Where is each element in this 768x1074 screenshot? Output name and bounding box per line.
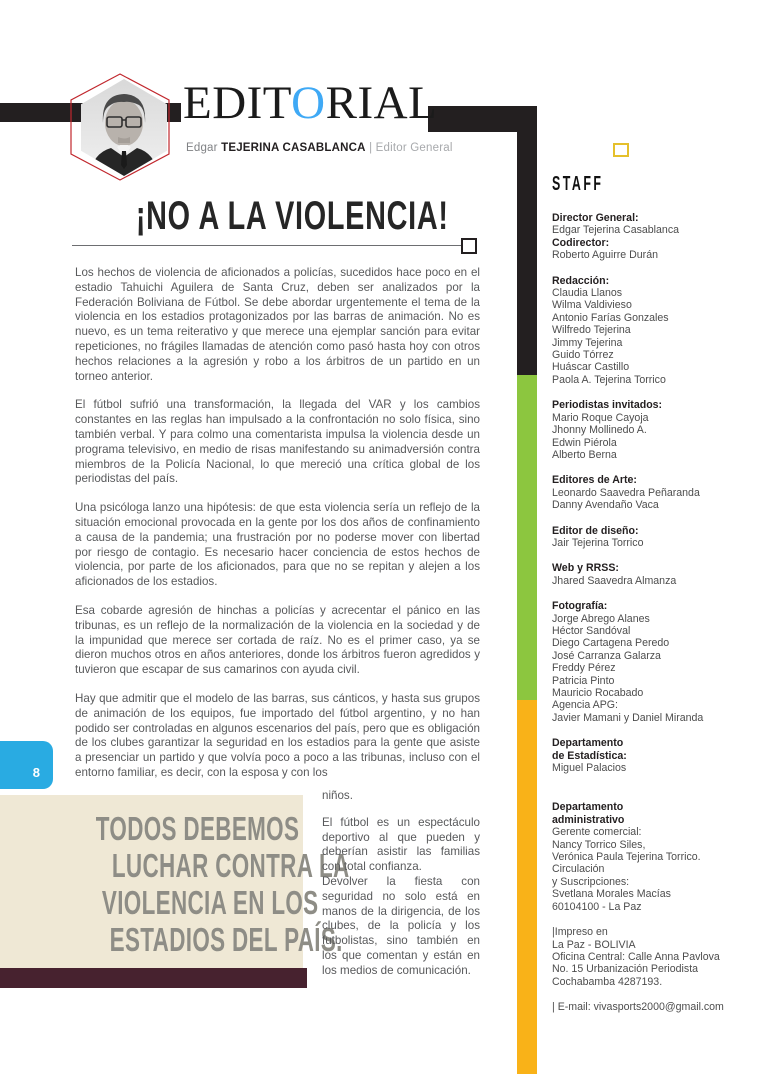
staff-section <box>552 275 757 387</box>
staff-name: Cochabamba 4287193. <box>552 975 663 988</box>
maroon-bar <box>0 968 307 988</box>
paragraph: Los hechos de violencia de aficionados a policías, sucedidos hace poco en el estadio Tahuichi Aguilera de Santa Cruz, deben ser analizados por la Federación Boliviana de Fútbol. Se debe abordar urgentemente el tema de la violencia en los estadios protagonizados por las barras de animación. No es nuevo, es un tema reiterativo y que merece una ejemplar sanción para evitar repeticiones, no frágiles llamadas de atención como pasó hasta hoy con otros hechos relaciones a la agresión y robo a los árbitros de un partido en un torneo anterior. <box>75 266 480 383</box>
staff-name: Verónica Paula Tejerina Torrico. <box>552 851 701 864</box>
title-rule <box>72 245 464 246</box>
pull-quote-box <box>0 795 350 968</box>
pull-quote-text: LUCHAR CONTRA LA <box>111 847 350 884</box>
brand-text-left: EDIT <box>183 77 292 129</box>
paragraph: Esa cobarde agresión de hinchas a policías y acrecentar el pánico en las tribunas, es un reflejo de la normalización de la violencia en la sociedad y de la impunidad que merece ser cortada de raíz. No es el primer caso, ya se dieron muchos otros en años anteriores, donde los árbitros fueron agredidos y tuvieron que escapar de sus camarinos con ayuda civil. <box>75 603 480 677</box>
pull-quote-line <box>0 810 300 847</box>
staff-label: Redacción: <box>552 274 610 287</box>
staff-name: Mauricio Rocabado <box>552 687 644 699</box>
brand-letter-o: O <box>291 77 326 129</box>
page-title <box>75 194 480 239</box>
staff-label: Departamento <box>552 737 624 750</box>
pull-quote-line <box>0 884 319 921</box>
paragraph: El fútbol sufrió una transformación, la llegada del VAR y los cambios constantes en las reglas han impulsado a la confrontación no solo física, sino también verbal. Y para colmo una comentarista impulsa la violencia desde un programa televisivo, en medio de risas manifestando su animadversión contra miembros de la Policía Nacional, lo que mereció una crítica global de los periodistas del país. <box>75 398 480 486</box>
staff-sidebar <box>552 143 757 1027</box>
byline-first-name: Edgar <box>186 142 222 154</box>
staff-name: Wilfredo Tejerina <box>552 324 631 337</box>
paragraph: El fútbol es un espectáculo deportivo al que pueden y deberían asistir las familias con total confianza. <box>322 815 480 874</box>
brand-text-right: RIAL <box>325 77 438 129</box>
staff-label: Departamento <box>552 801 624 814</box>
staff-section <box>552 212 757 262</box>
staff-name: Agencia APG: <box>552 699 618 712</box>
paragraph: niños. <box>322 789 353 802</box>
staff-name: Jorge Abrego Alanes <box>552 612 650 625</box>
page-number-tab <box>0 741 53 789</box>
staff-name: Héctor Sandóval <box>552 624 631 637</box>
side-bar-yellow <box>517 700 537 1074</box>
staff-name: |Impreso en <box>552 926 608 939</box>
staff-name: Jhared Saavedra Almanza <box>552 574 677 587</box>
staff-label: Codirector: <box>552 236 610 249</box>
byline-last-name: TEJERINA CASABLANCA <box>221 142 366 154</box>
staff-name: No. 15 Urbanización Periodista <box>552 963 699 976</box>
staff-sections <box>552 212 757 1014</box>
staff-label: administrativo <box>552 813 625 826</box>
narrow-column <box>322 789 480 979</box>
staff-name: Paola A. Tejerina Torrico <box>552 373 666 386</box>
pull-quote-line <box>0 847 350 884</box>
staff-name: Javier Mamani y Daniel Miranda <box>552 711 704 724</box>
staff-name: José Carranza Galarza <box>552 649 661 662</box>
staff-name: Alberto Berna <box>552 448 617 461</box>
staff-section <box>552 737 757 774</box>
staff-name: Claudia Llanos <box>552 287 623 300</box>
byline <box>186 142 453 154</box>
staff-section <box>552 562 757 587</box>
staff-name: 60104100 - La Paz <box>552 900 642 913</box>
pull-quote-line <box>0 921 343 958</box>
staff-label: Editor de diseño: <box>552 524 639 537</box>
staff-name: Leonardo Saavedra Peñaranda <box>552 486 700 499</box>
pull-quote-text: ESTADIOS DEL PAÍS. <box>109 921 343 958</box>
staff-section <box>552 600 757 724</box>
pull-quote-text: TODOS DEBEMOS <box>95 810 300 847</box>
staff-label: Director General: <box>552 212 639 224</box>
side-bar-black <box>517 106 537 375</box>
staff-section <box>552 399 757 461</box>
staff-name: Guido Tórrez <box>552 349 614 362</box>
staff-section <box>552 1001 757 1013</box>
staff-name: Antonio Farías Gonzales <box>552 311 669 324</box>
staff-name: Nancy Torrico Siles, <box>552 838 646 851</box>
staff-name: Circulación <box>552 863 605 876</box>
staff-label: de Estadística: <box>552 749 627 762</box>
staff-name: Roberto Aguirre Durán <box>552 249 658 262</box>
staff-title-text: STAFF <box>552 173 604 195</box>
staff-name: Mario Roque Cayoja <box>552 411 649 424</box>
pull-quote-text: VIOLENCIA EN LOS <box>101 884 319 921</box>
byline-role: | Editor General <box>365 142 453 154</box>
staff-section <box>552 525 757 550</box>
staff-name: La Paz - BOLIVIA <box>552 938 636 951</box>
rule-end-square <box>461 238 477 254</box>
page-title-text: ¡NO A LA VIOLENCIA! <box>135 194 449 238</box>
paragraph: Hay que admitir que el modelo de las barras, sus cánticos, y hasta sus grupos de animación de los equipos, fue importado del fútbol argentino, y no han podido ser controladas en algunos escenarios del país, pero que es obligación de los clubes garantizar la seguridad en los estadios para la gente que asiste a presenciar un partido y que volvía poco a poco a las tribunas, incluso con el entorno familiar, es decir, con la esposa y con los <box>75 691 480 779</box>
staff-name: Freddy Pérez <box>552 662 616 675</box>
staff-label: Periodistas invitados: <box>552 399 663 412</box>
paragraph: Devolver la fiesta con seguridad no solo está en manos de la dirigencia, de los clubes, de la policía y los futbolistas, sino también en los que comentan y están en los medios de comunicación. <box>322 874 480 977</box>
staff-name: Diego Cartagena Peredo <box>552 637 670 650</box>
staff-name: Jimmy Tejerina <box>552 336 623 349</box>
page-number: 8 <box>32 765 40 780</box>
staff-name: Jair Tejerina Torrico <box>552 536 644 549</box>
body-column <box>75 266 480 795</box>
staff-name: | E-mail: vivasports2000@gmail.com <box>552 1001 724 1014</box>
staff-name: y Suscripciones: <box>552 875 630 888</box>
staff-name: Huáscar Castillo <box>552 361 630 374</box>
staff-name: Patricia Pinto <box>552 674 615 687</box>
staff-name: Edgar Tejerina Casablanca <box>552 224 680 237</box>
staff-name: Gerente comercial: <box>552 826 642 839</box>
staff-section <box>552 926 757 988</box>
staff-name: Svetlana Morales Macías <box>552 888 671 901</box>
side-bar-green <box>517 375 537 700</box>
staff-label: Editores de Arte: <box>552 474 637 487</box>
staff-name: Miguel Palacios <box>552 762 627 775</box>
staff-name: Oficina Central: Calle Anna Pavlova <box>552 950 720 963</box>
staff-section <box>552 474 757 511</box>
staff-marker-square <box>613 143 629 157</box>
staff-title <box>552 173 757 196</box>
staff-section <box>552 801 757 913</box>
staff-name: Jhonny Mollinedo A. <box>552 424 647 437</box>
staff-name: Wilma Valdivieso <box>552 299 632 312</box>
staff-label: Web y RRSS: <box>552 562 619 575</box>
staff-name: Edwin Piérola <box>552 436 617 449</box>
paragraph: Una psicóloga lanzo una hipótesis: de que esta violencia sería un reflejo de la situación emocional provocada en la gente por los dos años de confinamiento a causa de la pandemia; una frustración por no poderse mover con libertad por riesgo de contagio. Es necesario hacer conciencia de estos hechos de violencia, por parte de los aficionados, para que no se repitan y alejen a los aficionados de los estadios. <box>75 501 480 589</box>
brand-title <box>183 78 437 128</box>
staff-label: Fotografía: <box>552 600 608 613</box>
staff-name: Danny Avendaño Vaca <box>552 499 659 512</box>
